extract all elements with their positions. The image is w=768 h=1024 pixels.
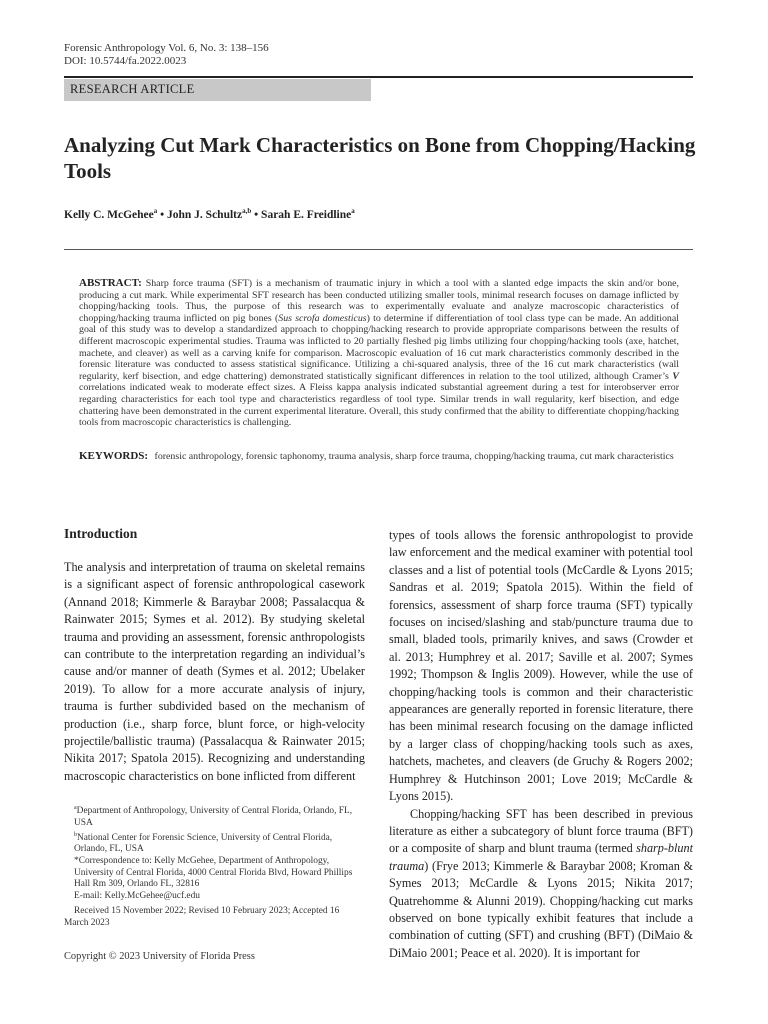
body-paragraph: The analysis and interpretation of trauma on skeletal remains is a significant aspect of forensic anthropological casework (Annand 2018; Kimmerle & Baraybar 2008; Passalacqua & Rainwater 2015; Symes et al. 2012). By studying skeletal trauma and providing an assessment, forensic anthropologists can contribute to the interpretation regarding an individual’s cause and/or manner of death (Symes et al. 2012; Ubelaker 2019). To allow for a more accurate analysis of injury, trauma is further subdivided based on the mechanism of production (i.e., sharp force, blunt force, or high-velocity projectile/ballistic trauma) (Passalacqua & Rainwater 2015; Nikita 2017; Spatola 2015). Recognizing and understanding macroscopic characteristics on bone inflicted from different	[64, 560, 365, 783]
abstract-text: Sharp force trauma (SFT) is a mechanism of traumatic injury in which a tool with a slanted edge impacts the skin and/or bone, producing a cut mark. While experimental SFT research has been conducted utilizing smaller tools, minimal research focuses on damage inflicted by chopping/hacking tools. Thus, the purpose of this research was to experimentally evaluate and analyze macroscopic characteristics of chopping/hacking trauma inflicted on pig bones (	[79, 278, 679, 324]
body-paragraph	[389, 806, 693, 963]
body-paragraph: types of tools allows the forensic anthropologist to provide law enforcement and the medical examiner with potential tool classes and a list of potential tools (McCardle & Lyons 2015; Sandras et al. 2019; Spatola 2015). Within the field of forensics, assessment of sharp force trauma (SFT) typically focuses on incised/slashing and stab/puncture trauma due to small, bladed tools, primarily knives, and saws (Crowder et al. 2013; Humphrey et al. 2017; Saville et al. 2007; Symes 1992; Thompson & Inglis 2009). However, while the use of chopping/hacking tools is common and their characteristic appearances are generally reported in forensic literature, there has been minimal research focusing on the damage inflicted by a larger class of chopping/hacking tools such as axes, hatchets, machetes, and cleavers (de Gruchy & Rogers 2002; Humphrey & Hutchinson 2001; Love 2019; McCardle & Lyons 2015).	[389, 528, 693, 804]
keywords-label: KEYWORDS:	[79, 450, 149, 462]
received-dates: Received 15 November 2022; Revised 10 February 2023; Accepted 16 March 2023	[64, 906, 340, 928]
affiliations	[64, 803, 364, 903]
abstract-stat: V	[672, 370, 679, 382]
copyright: Copyright © 2023 University of Florida Press	[64, 951, 255, 962]
author-separator: •	[251, 208, 262, 221]
affiliation-a	[64, 803, 364, 830]
author-affiliation-mark: a,b	[242, 207, 252, 215]
affiliation-text: National Center for Forensic Science, University of Central Florida, Orlando, FL, USA	[74, 832, 333, 855]
header-rule	[64, 76, 693, 78]
author-name[interactable]: Sarah E. Freidline	[261, 208, 352, 221]
email[interactable]: E-mail: Kelly.McGehee@ucf.edu	[74, 891, 200, 902]
affiliation-b	[64, 830, 364, 857]
author-list	[64, 207, 355, 221]
author-affiliation-mark: a	[153, 207, 158, 215]
abstract-text: ) to determine if differentiation of tool class type can be made. An additional goal of this study was to develop a standardized approach to chopping/hacking research to provide appropriate comparisons between the results of different macroscopic experimental studies. Trauma was inflicted to 20 partially fleshed pig limbs utilizing four chopping/hacking tools (axe, hatchet, machete, and cleaver) as well as a carving knife for comparison. Macroscopic evaluation of 16 cut mark characteristics commonly described in the forensic literature was conducted to assess statistical significance. Utilizing a chi-squared analysis, three of the 16 cut mark characteristics (wall regularity, kerf bisection, and edge chattering) demonstrated statistically significant differences in relation to the tool utilized, although Cramer’s	[79, 312, 679, 382]
body-column-left	[64, 559, 365, 785]
keywords-text: forensic anthropology, forensic taphonomy, trauma analysis, sharp force trauma, chopping/hacking trauma, cut mark characteristics	[154, 451, 674, 462]
affiliation-text: Department of Anthropology, University of Central Florida, Orlando, FL, USA	[74, 806, 353, 828]
section-heading: Introduction	[64, 526, 138, 541]
correspondence: *Correspondence to: Kelly McGehee, Department of Anthropology, University of Central Florida, 4000 Central Florida Blvd, Howard Phillips Hall Rm 309, Orlando FL, 32816	[74, 856, 353, 890]
body-column-right	[389, 527, 693, 962]
affiliation-mark: a	[74, 805, 77, 811]
body-text: Chopping/hacking SFT has been described in previous literature as either a subcategory of blunt force trauma (BFT) or a composite of sharp and blunt trauma (termed	[389, 806, 693, 856]
abstract	[79, 278, 679, 429]
journal-doi[interactable]: DOI: 10.5744/fa.2022.0023	[64, 55, 187, 67]
body-text: ) (Frye 2013; Kimmerle & Baraybar 2008; Kroman & Symes 2013; McCardle & Lyons 2015; Nikita 2017; Quatrehomme & Alunni 2019). Chopping/hacking cut marks observed on bone typically exhibit features that include a combination of cutting (SFT) and crushing (BFT) (DiMaio & DiMaio 2001; Peace et al. 2020). It is important for	[389, 858, 693, 960]
author-separator: •	[157, 208, 168, 221]
author-name[interactable]: John J. Schultz	[167, 208, 243, 221]
affiliation-mark: b	[74, 831, 77, 838]
abstract-label: ABSTRACT:	[79, 277, 142, 289]
author-name[interactable]: Kelly C. McGehee	[64, 208, 154, 221]
author-affiliation-mark: a	[351, 207, 355, 215]
article-type-label: RESEARCH ARTICLE	[70, 82, 195, 96]
body-term: sharp-blunt trauma	[389, 841, 693, 873]
article-title: Analyzing Cut Mark Characteristics on Bone from Chopping/Hacking Tools	[64, 133, 696, 183]
abstract-text: correlations indicated weak to moderate effect sizes. A Fleiss kappa analysis indicated substantial agreement during a test for interobserver error regarding characteristics for each tool type and characteristics regardless of tool type. Similar trends in wall regularity, kerf bisection, and edge chattering have been demonstrated in the current experimental literature. Overall, this study confirmed that the ability to differentiate chopping/hacking tools from macroscopic characteristics is challenging.	[79, 382, 679, 429]
journal-header	[64, 42, 269, 68]
keywords	[79, 451, 679, 463]
journal-citation: Forensic Anthropology Vol. 6, No. 3: 138–156	[64, 42, 269, 54]
abstract-species: Sus scrofa domesticus	[278, 312, 367, 324]
section-divider	[64, 249, 693, 250]
